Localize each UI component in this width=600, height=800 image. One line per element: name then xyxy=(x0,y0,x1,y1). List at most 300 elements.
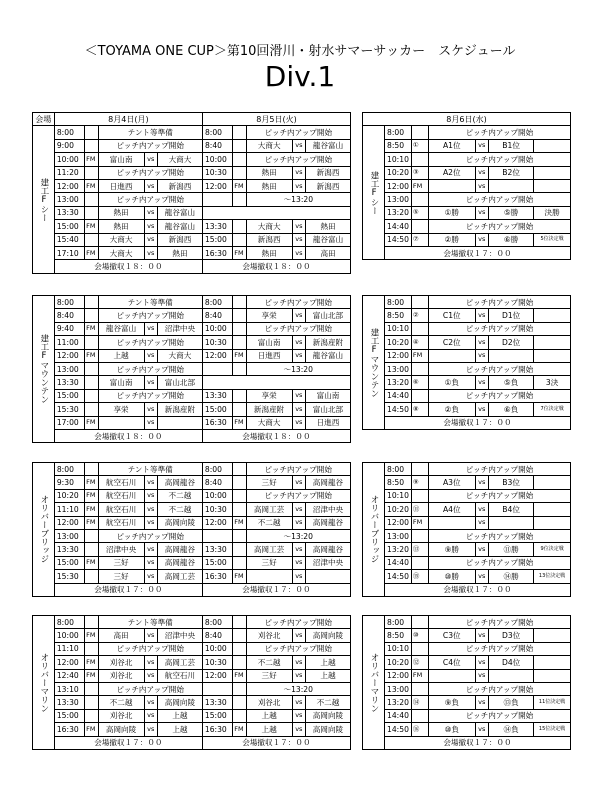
venue-name: 建工Fシー xyxy=(33,126,55,273)
day3-event: ピッチ内アップ開始 xyxy=(429,296,571,309)
day2-team-home: 不二越 xyxy=(246,656,292,669)
day1-event: ピッチ内アップ開始 xyxy=(98,309,202,322)
day3-vs: vs xyxy=(475,166,488,179)
day1-event: ピッチ内アップ開始 xyxy=(98,139,202,152)
day2-field xyxy=(233,309,246,322)
day2-field xyxy=(233,403,246,416)
schedule-row xyxy=(363,349,571,362)
footer-row xyxy=(33,429,351,442)
day1-field: FM xyxy=(85,556,98,569)
day3-time: 8:00 xyxy=(385,463,412,476)
day3-team-home: ①勝 xyxy=(429,206,475,219)
day3-note: 3決 xyxy=(534,376,571,389)
schedule-row xyxy=(363,233,571,246)
day1-field: FM xyxy=(85,220,98,233)
day1-field xyxy=(85,682,98,695)
schedule-row xyxy=(363,709,571,722)
schedule-row xyxy=(33,543,351,556)
day1-time: 9:40 xyxy=(54,322,84,335)
day3-note xyxy=(534,336,571,349)
day2-empty xyxy=(202,376,350,389)
day1-time: 15:00 xyxy=(54,220,84,233)
day2-team-home: 高岡工芸 xyxy=(246,543,292,556)
schedule-row xyxy=(363,642,571,655)
schedule-row xyxy=(33,616,351,629)
day1-time: 12:40 xyxy=(54,669,84,682)
day2-team-home: 新潟産附 xyxy=(246,403,292,416)
day2-field xyxy=(233,696,246,709)
schedule-table-day-3 xyxy=(362,615,571,750)
day2-field xyxy=(233,193,246,206)
day3-match-no xyxy=(411,556,428,569)
schedule-row xyxy=(33,556,351,569)
day1-team-away: 高岡向陵 xyxy=(157,696,202,709)
schedule-row xyxy=(363,682,571,695)
day1-field: FM xyxy=(85,503,98,516)
day2-time: 10:30 xyxy=(202,166,232,179)
day3-time: 13:20 xyxy=(385,206,412,219)
day3-team-home: C4位 xyxy=(429,656,475,669)
day2-team-away: 高岡龍谷 xyxy=(306,476,351,489)
day1-event: ピッチ内アップ開始 xyxy=(98,642,202,655)
day3-event: ピッチ内アップ開始 xyxy=(429,642,571,655)
day3-time: 13:00 xyxy=(385,193,412,206)
day1-time: 13:30 xyxy=(54,543,84,556)
schedule-row xyxy=(363,476,571,489)
day3-note: 決勝 xyxy=(534,206,571,219)
day2-team-away: 沼津中央 xyxy=(306,503,351,516)
day3-time: 8:50 xyxy=(385,139,412,152)
day3-event: ピッチ内アップ開始 xyxy=(429,682,571,695)
day3-match-no xyxy=(411,616,428,629)
day3-time: 14:40 xyxy=(385,709,412,722)
day3-match-no: FM xyxy=(411,349,428,362)
day2-field: FM xyxy=(233,349,246,362)
schedule-row xyxy=(33,309,351,322)
day1-teardown: 会場撤収１８：００ xyxy=(54,429,202,442)
day1-time: 15:00 xyxy=(54,709,84,722)
day3-match-no xyxy=(411,529,428,542)
day2-vs: vs xyxy=(292,403,305,416)
schedule-row xyxy=(363,629,571,642)
day3-vs: vs xyxy=(475,656,488,669)
day3-vs: vs xyxy=(475,139,488,152)
day2-team-away xyxy=(306,570,351,583)
footer-row xyxy=(363,583,571,596)
day3-match-no: ⑬ xyxy=(411,543,428,556)
day1-time: 12:00 xyxy=(54,179,84,192)
day2-time: 15:00 xyxy=(202,556,232,569)
day2-time: 10:00 xyxy=(202,642,232,655)
day1-time: 9:00 xyxy=(54,139,84,152)
day2-field xyxy=(233,476,246,489)
day1-field: FM xyxy=(85,179,98,192)
day1-vs: vs xyxy=(144,220,157,233)
day3-time: 13:00 xyxy=(385,529,412,542)
day2-vs: vs xyxy=(292,503,305,516)
schedule-row xyxy=(33,669,351,682)
day1-time: 15:30 xyxy=(54,570,84,583)
day2-field xyxy=(233,489,246,502)
day3-match-no: ⑥ xyxy=(411,376,428,389)
day3-time: 12:00 xyxy=(385,669,412,682)
day1-time: 8:40 xyxy=(54,309,84,322)
day2-time: 13:30 xyxy=(202,220,232,233)
day2-team-away: 龍谷富山 xyxy=(306,349,351,362)
day1-time: 15:00 xyxy=(54,556,84,569)
day3-match-no xyxy=(411,389,428,402)
day3-event: ピッチ内アップ開始 xyxy=(429,463,571,476)
day3-team-home: A1位 xyxy=(429,139,475,152)
day2-time: 12:00 xyxy=(202,179,232,192)
day1-team-away: 大商大 xyxy=(157,153,202,166)
day1-team-away xyxy=(157,416,202,429)
day1-vs: vs xyxy=(144,629,157,642)
day1-time: 10:20 xyxy=(54,489,84,502)
day3-team-home: ⑩負 xyxy=(429,723,475,736)
day3-team-home xyxy=(429,516,475,529)
day2-team-away: 富山南 xyxy=(306,389,351,402)
day3-time: 10:10 xyxy=(385,642,412,655)
day2-team-away: 高田 xyxy=(306,246,351,259)
day3-time: 13:00 xyxy=(385,682,412,695)
day3-match-no: ⑫ xyxy=(411,656,428,669)
schedule-row xyxy=(33,416,351,429)
day1-team-home: 高岡向陵 xyxy=(98,723,144,736)
schedule-row xyxy=(363,389,571,402)
schedule-table-days-1-2 xyxy=(32,112,351,274)
day3-team-away: ⑭負 xyxy=(488,723,533,736)
day1-team-home: 航空石川 xyxy=(98,489,144,502)
day3-match-no xyxy=(411,220,428,233)
schedule-row xyxy=(363,322,571,335)
day2-field xyxy=(233,682,246,695)
day2-field xyxy=(233,556,246,569)
schedule-row xyxy=(33,682,351,695)
day3-time: 10:10 xyxy=(385,489,412,502)
day1-time: 8:00 xyxy=(54,126,84,139)
schedule-row xyxy=(33,529,351,542)
day1-time: 17:00 xyxy=(54,416,84,429)
day2-time: 8:00 xyxy=(202,126,232,139)
day2-vs: vs xyxy=(292,309,305,322)
day3-time: 13:20 xyxy=(385,696,412,709)
day3-vs: vs xyxy=(475,349,488,362)
day1-time: 8:00 xyxy=(54,463,84,476)
date-header-day1: 8月4日(月) xyxy=(54,113,202,126)
day2-vs: vs xyxy=(292,233,305,246)
day1-time: 15:30 xyxy=(54,403,84,416)
venue-name: オリバーマリン xyxy=(33,616,55,750)
day2-event: ～13:20 xyxy=(246,362,350,375)
schedule-row xyxy=(33,166,351,179)
schedule-row xyxy=(33,403,351,416)
day3-match-no xyxy=(411,296,428,309)
day1-time: 16:30 xyxy=(54,723,84,736)
day3-note xyxy=(534,179,571,192)
day2-vs: vs xyxy=(292,556,305,569)
day2-team-home: 大商大 xyxy=(246,416,292,429)
day3-vs: vs xyxy=(475,309,488,322)
day1-vs: vs xyxy=(144,696,157,709)
day2-vs: vs xyxy=(292,696,305,709)
day2-team-away: 富山北部 xyxy=(306,309,351,322)
day2-time xyxy=(202,529,232,542)
day2-field: FM xyxy=(233,669,246,682)
day1-time: 12:00 xyxy=(54,656,84,669)
day2-event: ピッチ内アップ開始 xyxy=(246,322,350,335)
day2-time: 13:30 xyxy=(202,696,232,709)
day3-time: 10:10 xyxy=(385,153,412,166)
day2-team-home: 富山南 xyxy=(246,336,292,349)
day2-event: ピッチ内アップ開始 xyxy=(246,616,350,629)
day1-team-home: 不二越 xyxy=(98,696,144,709)
day2-field: FM xyxy=(233,723,246,736)
day3-vs: vs xyxy=(475,503,488,516)
day1-time: 12:00 xyxy=(54,349,84,362)
day3-team-home: ②勝 xyxy=(429,233,475,246)
day2-time: 15:00 xyxy=(202,233,232,246)
day2-time: 8:00 xyxy=(202,463,232,476)
day2-team-home: 新潟西 xyxy=(246,233,292,246)
day3-team-away xyxy=(488,349,533,362)
day2-field xyxy=(233,126,246,139)
day2-time: 13:30 xyxy=(202,389,232,402)
day2-teardown: 会場撤収１８：００ xyxy=(202,260,350,273)
day2-field xyxy=(233,336,246,349)
header-row xyxy=(363,113,571,126)
day1-vs: vs xyxy=(144,476,157,489)
day2-time xyxy=(202,682,232,695)
schedule-row xyxy=(363,126,571,139)
day1-team-home: 熱田 xyxy=(98,206,144,219)
schedule-row xyxy=(33,233,351,246)
day3-vs: vs xyxy=(475,516,488,529)
schedule-row xyxy=(33,220,351,233)
schedule-row xyxy=(33,656,351,669)
schedule-row xyxy=(33,336,351,349)
day3-event: ピッチ内アップ開始 xyxy=(429,362,571,375)
day2-time: 16:30 xyxy=(202,723,232,736)
day2-time: 15:00 xyxy=(202,403,232,416)
day2-time: 8:00 xyxy=(202,616,232,629)
day1-team-away: 沼津中央 xyxy=(157,322,202,335)
day1-team-away: 高岡向陵 xyxy=(157,516,202,529)
day2-vs: vs xyxy=(292,709,305,722)
day2-field xyxy=(233,322,246,335)
day1-field xyxy=(85,570,98,583)
day2-event: ピッチ内アップ開始 xyxy=(246,463,350,476)
day2-vs: vs xyxy=(292,179,305,192)
day1-vs: vs xyxy=(144,503,157,516)
day1-field xyxy=(85,206,98,219)
day1-field: FM xyxy=(85,656,98,669)
day3-match-no: ⑯ xyxy=(411,723,428,736)
day3-team-home: ⑨勝 xyxy=(429,543,475,556)
day1-teardown: 会場撤収１７：００ xyxy=(54,583,202,596)
schedule-row xyxy=(363,656,571,669)
day2-field xyxy=(233,616,246,629)
day3-time: 8:50 xyxy=(385,629,412,642)
day2-vs: vs xyxy=(292,389,305,402)
day1-team-home: 沼津中央 xyxy=(98,543,144,556)
day3-event: ピッチ内アップ開始 xyxy=(429,616,571,629)
day1-team-home: 刈谷北 xyxy=(98,669,144,682)
day1-vs: vs xyxy=(144,669,157,682)
footer-row xyxy=(33,736,351,749)
day1-event: テント等準備 xyxy=(98,296,202,309)
day2-field xyxy=(233,543,246,556)
day2-time: 8:00 xyxy=(202,296,232,309)
day3-event: ピッチ内アップ開始 xyxy=(429,489,571,502)
day3-match-no xyxy=(411,642,428,655)
schedule-row xyxy=(363,166,571,179)
day2-teardown: 会場撤収１７：００ xyxy=(202,583,350,596)
day3-team-home: ①負 xyxy=(429,376,475,389)
day2-event: ピッチ内アップ開始 xyxy=(246,489,350,502)
day3-match-no: ② xyxy=(411,309,428,322)
day3-time: 14:40 xyxy=(385,220,412,233)
day3-note: 13位決定戦 xyxy=(534,570,571,583)
schedule-row xyxy=(363,616,571,629)
schedule-row xyxy=(33,349,351,362)
venue-header: 会場 xyxy=(33,113,55,126)
day3-team-away xyxy=(488,669,533,682)
day2-event: ～13:20 xyxy=(246,193,350,206)
day3-time: 14:40 xyxy=(385,389,412,402)
schedule-row xyxy=(33,709,351,722)
day1-team-away: 高岡工芸 xyxy=(157,570,202,583)
day2-team-away: 新潟西 xyxy=(306,166,351,179)
day3-match-no: ④ xyxy=(411,336,428,349)
day1-time: 11:20 xyxy=(54,166,84,179)
day2-field xyxy=(233,139,246,152)
day3-event: ピッチ内アップ開始 xyxy=(429,322,571,335)
day1-team-away: 上越 xyxy=(157,723,202,736)
day2-team-away: 熱田 xyxy=(306,220,351,233)
day1-team-home: 熱田 xyxy=(98,220,144,233)
day3-event: ピッチ内アップ開始 xyxy=(429,556,571,569)
day3-note xyxy=(534,503,571,516)
day3-time: 8:00 xyxy=(385,126,412,139)
day3-team-away: B4位 xyxy=(488,503,533,516)
day2-team-away: 龍谷富山 xyxy=(306,139,351,152)
day3-vs: vs xyxy=(475,179,488,192)
day3-time: 8:50 xyxy=(385,476,412,489)
day2-field xyxy=(233,629,246,642)
day1-team-away: 新潟西 xyxy=(157,233,202,246)
day3-vs: vs xyxy=(475,206,488,219)
day2-team-home: 大商大 xyxy=(246,139,292,152)
schedule-row xyxy=(363,296,571,309)
day2-time: 10:30 xyxy=(202,656,232,669)
day2-vs: vs xyxy=(292,166,305,179)
schedule-row xyxy=(363,309,571,322)
day1-field: FM xyxy=(85,629,98,642)
day2-team-home: 上越 xyxy=(246,723,292,736)
footer-row xyxy=(363,416,571,429)
day3-vs: vs xyxy=(475,403,488,416)
day2-time: 12:00 xyxy=(202,349,232,362)
day1-team-home: 三好 xyxy=(98,556,144,569)
day2-team-home: 刈谷北 xyxy=(246,629,292,642)
day3-team-away: ⑥勝 xyxy=(488,233,533,246)
day3-time: 8:00 xyxy=(385,616,412,629)
day3-note: 7位決定戦 xyxy=(534,403,571,416)
day2-team-home: 上越 xyxy=(246,709,292,722)
day2-team-away: 高岡龍谷 xyxy=(306,543,351,556)
schedule-row xyxy=(33,463,351,476)
day3-note: 9位決定戦 xyxy=(534,543,571,556)
day1-team-home: 龍谷富山 xyxy=(98,322,144,335)
day1-team-home: 大商大 xyxy=(98,246,144,259)
day1-team-home: 刈谷北 xyxy=(98,656,144,669)
day2-time: 8:40 xyxy=(202,309,232,322)
day3-vs: vs xyxy=(475,629,488,642)
schedule-row xyxy=(363,696,571,709)
day1-field: FM xyxy=(85,246,98,259)
day3-vs: vs xyxy=(475,376,488,389)
day1-field: FM xyxy=(85,669,98,682)
day2-vs: vs xyxy=(292,656,305,669)
venue-name: オリバーブリッジ xyxy=(33,463,55,597)
day3-team-home: A3位 xyxy=(429,476,475,489)
day2-time: 10:00 xyxy=(202,322,232,335)
day3-note xyxy=(534,476,571,489)
day2-event: ～13:20 xyxy=(246,682,350,695)
day2-time: 10:00 xyxy=(202,153,232,166)
day3-team-home: C1位 xyxy=(429,309,475,322)
day2-team-home: 日進西 xyxy=(246,349,292,362)
day1-vs: vs xyxy=(144,570,157,583)
day1-field: FM xyxy=(85,723,98,736)
day3-time: 12:00 xyxy=(385,516,412,529)
schedule-row xyxy=(33,322,351,335)
day2-empty xyxy=(202,206,350,219)
day3-team-away: B1位 xyxy=(488,139,533,152)
day2-time: 16:30 xyxy=(202,246,232,259)
day1-teardown: 会場撤収１８：００ xyxy=(54,260,202,273)
day2-team-home: 三好 xyxy=(246,669,292,682)
schedule-row xyxy=(33,296,351,309)
day3-time: 14:50 xyxy=(385,723,412,736)
day1-time: 13:30 xyxy=(54,206,84,219)
schedule-row xyxy=(33,139,351,152)
day3-time: 10:20 xyxy=(385,336,412,349)
day2-field xyxy=(233,233,246,246)
day2-field xyxy=(233,362,246,375)
footer-row xyxy=(33,583,351,596)
day1-vs: vs xyxy=(144,233,157,246)
day2-field xyxy=(233,709,246,722)
day3-vs: vs xyxy=(475,336,488,349)
day1-field xyxy=(85,696,98,709)
day1-time: 11:10 xyxy=(54,503,84,516)
day1-vs: vs xyxy=(144,322,157,335)
schedule-table-days-1-2 xyxy=(32,615,351,750)
day1-field xyxy=(85,309,98,322)
day1-team-away: 高岡龍谷 xyxy=(157,556,202,569)
day1-time: 13:00 xyxy=(54,529,84,542)
venue-name: 建工Fシー xyxy=(363,126,385,260)
day1-field xyxy=(85,139,98,152)
day3-vs: vs xyxy=(475,233,488,246)
day3-team-home xyxy=(429,669,475,682)
day1-time: 13:10 xyxy=(54,682,84,695)
day2-field xyxy=(233,503,246,516)
day3-time: 13:20 xyxy=(385,543,412,556)
day2-event: ピッチ内アップ開始 xyxy=(246,153,350,166)
